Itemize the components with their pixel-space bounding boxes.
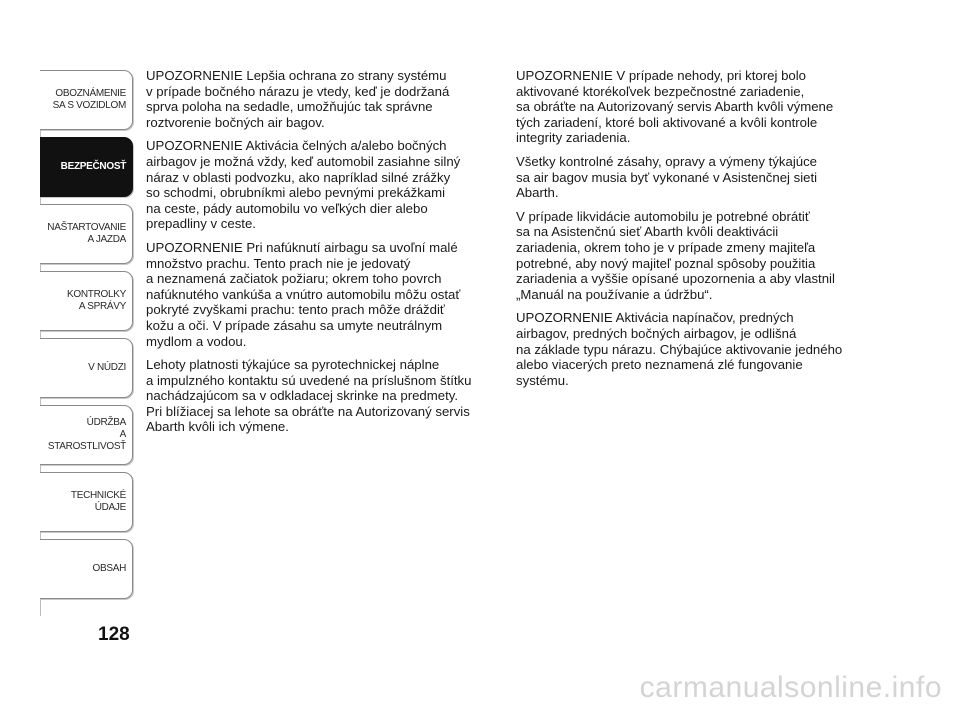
text-line: potrebné, aby nový majiteľ poznal spôsoby použitia [516, 255, 816, 271]
tab-kontrolky[interactable] [40, 271, 133, 331]
text-line: UPOZORNENIE Pri nafúknutí airbagu sa uvoľní malé [146, 239, 458, 255]
text-line: na základe typu nárazu. Chýbajúce aktivovanie jedného [516, 341, 843, 357]
text-line: sa na Asistenčnú sieť Abarth kvôli deaktivácii [516, 224, 779, 240]
tab-label: TECHNICKÉ ÚDAJE [70, 490, 126, 513]
text-line: nachádzajúcom sa v odkladacej skrinke na predmety. [146, 388, 459, 404]
text-line: aktivované ktorékoľvek bezpečnostné zariadenie, [516, 83, 805, 99]
tab-label: ÚDRŽBA A STAROSTLIVOSŤ [47, 417, 126, 452]
watermark: carmanualsonline.info [639, 671, 942, 704]
text-line: Abarth. [516, 185, 559, 201]
paragraph [516, 310, 866, 388]
tab-v-nudzi[interactable] [40, 338, 133, 398]
text-line: Všetky kontrolné zásahy, opravy a výmeny týkajúce [516, 153, 818, 169]
text-column-right [516, 68, 866, 396]
paragraph [146, 240, 502, 349]
tab-label: NAŠTARTOVANIE A JAZDA [47, 222, 126, 245]
tab-bezpecnost[interactable] [40, 137, 133, 197]
tab-technicke-udaje[interactable] [40, 472, 133, 532]
text-line: UPOZORNENIE Aktivácia napínačov, predných [516, 310, 794, 326]
tab-label: OBSAH [92, 563, 126, 574]
tab-nastartovanie[interactable] [40, 204, 133, 264]
text-column-left [146, 68, 502, 443]
chapter-tabs [40, 70, 133, 606]
text-line: sa obráťte na Autorizovaný servis Abarth kvôli výmene [516, 99, 834, 115]
text-line: pokryté zvyškami prachu: tento prach môže dráždiť [146, 302, 445, 318]
paragraph [146, 68, 502, 130]
text-line: kožu a oči. V prípade zásahu sa umyte neutrálnym [146, 317, 443, 333]
text-line: mydlom a vodou. [146, 333, 247, 349]
paragraph [516, 154, 866, 201]
tab-udrzba[interactable] [40, 405, 133, 465]
text-line: Pri blížiacej sa lehote sa obráťte na Autorizovaný servis [146, 403, 470, 419]
paragraph [146, 357, 502, 435]
paragraph [516, 68, 866, 146]
text-line: integrity zariadenia. [516, 130, 631, 146]
text-line: náraz v oblasti podvozku, ako napríklad silné zrážky [146, 169, 451, 185]
text-line: airbagov, predných bočných airbagov, je odlišná [516, 325, 797, 341]
paragraph [146, 138, 502, 232]
text-line: UPOZORNENIE Aktivácia čelných a/alebo bočných [146, 138, 447, 154]
text-line: zariadenia a vyššie opísané upozornenia a aby vlastnil [516, 271, 835, 287]
tab-label: BEZPEČNOSŤ [60, 161, 126, 172]
text-line: a impulzného kontaktu sú uvedené na príslušnom štítku [146, 372, 472, 388]
text-line: nafúknutého vankúša a vnútro automobilu môžu ostať [146, 286, 461, 302]
text-line: množstvo prachu. Tento prach nie je jedovatý [146, 255, 411, 271]
text-line: alebo viacerých preto neznamená zlé fungovanie [516, 357, 803, 373]
text-line: Lehoty platnosti týkajúce sa pyrotechnickej náplne [146, 357, 440, 373]
text-line: UPOZORNENIE V prípade nehody, pri ktorej bolo [516, 68, 807, 83]
text-line: UPOZORNENIE Lepšia ochrana zo strany systému [146, 68, 447, 83]
text-line: sprva poloha na sedadle, umožňujúc tak správne [146, 99, 433, 115]
paragraph [516, 209, 866, 303]
tab-oboznamenie[interactable] [40, 70, 133, 130]
tab-obsah[interactable] [40, 539, 133, 599]
tab-label: V NÚDZI [88, 362, 126, 373]
text-line: zariadenia, okrem toho je v prípade zmeny majiteľa [516, 239, 816, 255]
text-line: airbagov je možná vždy, keď automobil zasiahne silný [146, 153, 461, 169]
page-number: 128 [98, 624, 130, 645]
text-line: Abarth kvôli ich výmene. [146, 419, 289, 435]
text-line: v prípade bočného nárazu je vtedy, keď je dodržaná [146, 83, 450, 99]
text-line: na ceste, pády automobilu vo veľkých dier alebo [146, 200, 428, 216]
text-line: a neznamená začiatok požiaru; okrem toho povrch [146, 271, 442, 287]
text-line: prepadliny v ceste. [146, 216, 256, 232]
text-line: roztvorenie bočných air bagov. [146, 114, 325, 130]
tab-label: KONTROLKY A SPRÁVY [67, 289, 126, 312]
text-line: sa air bagov musia byť vykonané v Asistenčnej sieti [516, 169, 818, 185]
tab-label: OBOZNÁMENIE SA S VOZIDLOM [52, 88, 126, 111]
text-line: systému. [516, 372, 569, 388]
text-line: so schodmi, obrubníkmi alebo pevnými prekážkami [146, 185, 446, 201]
text-line: „Manuál na používanie a údržbu“. [516, 286, 713, 302]
text-line: tých zariadení, ktoré boli aktivované a kvôli kontrole [516, 114, 818, 130]
text-line: V prípade likvidácie automobilu je potrebné obrátiť [516, 208, 810, 224]
